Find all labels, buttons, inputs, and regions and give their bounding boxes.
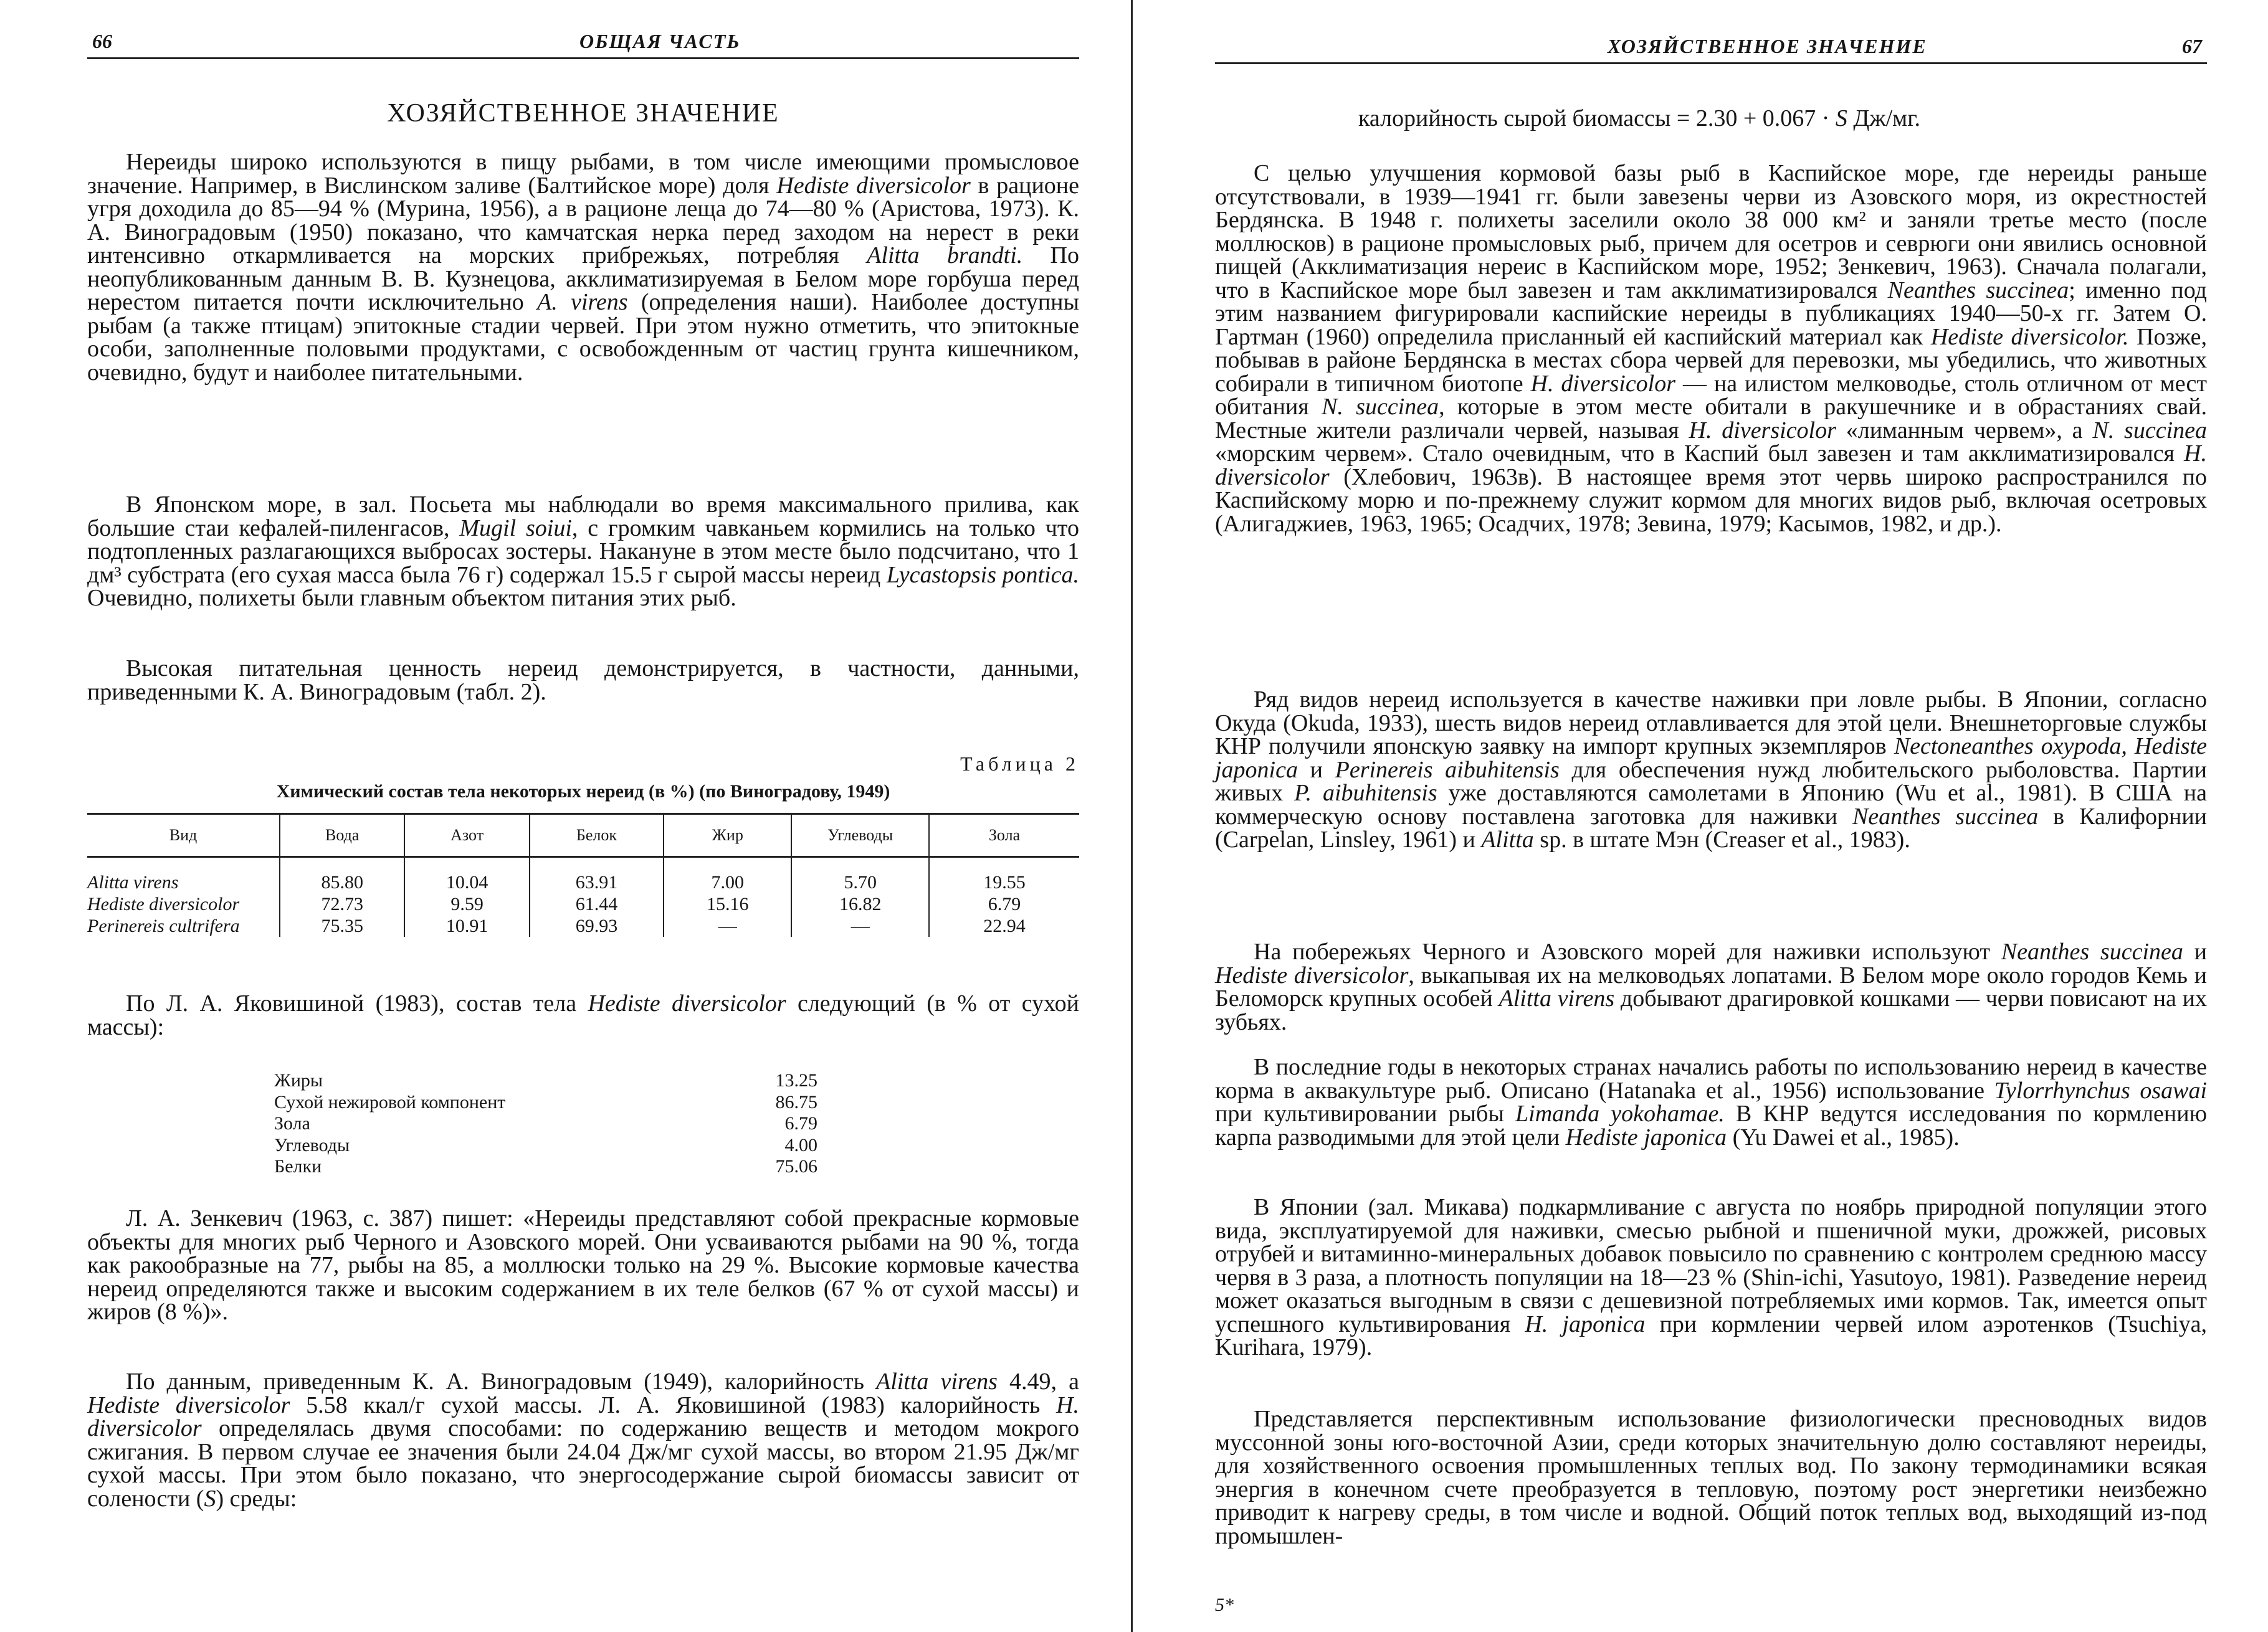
col-header-carbs: Углеводы [791,814,929,857]
table-cell: 85.80 [280,857,404,894]
table-row [87,857,1079,894]
book-spine [1131,0,1133,1632]
col-header-ash: Зола [929,814,1079,857]
col-header-protein: Белок [530,814,664,857]
right-page [1140,0,2268,1632]
species-name: H. diversicolor [1215,440,2207,490]
table-cell: 75.35 [280,915,404,937]
species-name: Hediste diversicolor. [1930,323,2129,350]
right-paragraph-3: На побережьях Черного и Азовского морей для наживки используют Neanthes succinea и Hediste diversicolor, выкапывая их на мелководьях лопатами. В Белом море около городов Кемь и Беломорск крупных особей Alitta virens добывают драгировкой кошками — черви повисают на их зубьях. [1215,939,2208,1035]
chemical-composition-table [87,813,1079,937]
species-name: Tylorrhynchus osawai [1994,1077,2208,1104]
caloric-formula: калорийность сырой биомассы = 2.30 + 0.067 · S Дж/мг. [1358,105,1921,131]
species-name: Hediste diversicolor [87,1392,290,1418]
table-cell: 69.93 [530,915,664,937]
table-cell: 7.00 [664,857,791,894]
species-name: Alitta brandti. [867,242,1023,268]
left-paragraph-5: Л. А. Зенкевич (1963, с. 387) пишет: «Нереиды представляют собой прекрасные кормовые объекты для многих рыб Черного и Азовского морей. Они усваиваются рыбами на 90 %, тогда как ракообразные на 77, рыбы на 85, а моллюски только на 29 %. Высокие кормовые качества нереид определяются также и высоким содержанием в их теле белков (67 % от сухой массы) и жиров (8 %)». [87,1205,1079,1325]
species-name: Mugil soiui [459,515,572,541]
species-name: Limanda yokohamae. [1515,1101,1725,1127]
species-name: Alitta virens [1498,985,1615,1012]
list-item: Сухой нежировой компонент 86.75 [274,1091,817,1113]
table-cell: 72.73 [280,893,404,915]
right-paragraph-4: В последние годы в некоторых странах начались работы по использованию нереид в качестве корма в аквакультуре рыб. Описано (Hatanaka et al., 1956) использование Tylorrhynchus osawai при культивировании рыбы Limanda yokohamae. В КНР ведутся исследования по кормлению карпа разводимыми для этой цели Hediste japonica (Yu Dawei et al., 1985). [1215,1054,2208,1150]
right-paragraph-2: Ряд видов нереид используется в качестве наживки при ловле рыбы. В Японии, согласно Окуда (Okuda, 1933), шесть видов нереид отлавливается для этой цели. Внешнеторговые службы КНР получили японскую заявку на импорт крупных экземпляров Nectoneanthes oxypoda, Hediste japonica и Perinereis aibuhitensis для обеспечения нужд любительского рыболовства. Партии живых P. aibuhitensis уже доставляются самолетами в Японию (Wu et al., 1981). В США на коммерческую основу поставлена заготовка для наживки Neanthes succinea в Калифорнии (Carpelan, Linsley, 1961) и Alitta sp. в штате Мэн (Creaser et al., 1983). [1215,686,2207,853]
page-number-right: 67 [2182,35,2202,57]
table-label: Таблица 2 [960,752,1079,775]
table-cell: 6.79 [929,893,1079,915]
table-cell: 15.16 [664,893,791,915]
table-cell: 61.44 [530,893,664,915]
left-paragraph-3: Высокая питательная ценность нереид демонстрируется, в частности, данными, приведенными К. А. Виноградовым (табл. 2). [87,655,1079,705]
species-name: Alitta virens [875,1369,998,1395]
table-cell: 10.04 [404,857,529,894]
species-name: Neanthes succinea [2001,939,2183,965]
signature-mark: 5* [1215,1595,1234,1615]
table-cell: — [664,915,791,937]
species-name: P. aibuhitensis [1294,780,1437,806]
running-head-right [1215,35,2207,64]
list-item: Зола 6.79 [274,1113,817,1134]
species-name: Hediste diversicolor [1215,962,1409,989]
left-paragraph-2: В Японском море, в зал. Посьета мы наблюдали во время максимального прилива, как большие стаи кефалей-пиленгасов, Mugil soiui, с громким чавканьем кормились на только что подтопленных разлагающихся выбросах зостеры. Накануне в этом месте было подсчитано, что 1 дм³ субстрата (его сухая масса была 76 г) содержал 15.5 г сырой массы нереид Lycastopsis pontica. Очевидно, полихеты были главным объектом питания этих рыб. [87,491,1079,611]
species-name: Neanthes succinea [1887,277,2069,303]
col-header-species: Вид [87,814,280,857]
composition-list [274,1070,817,1178]
species-name: N. succinea [2092,417,2207,444]
species-name: Perinereis aibuhitensis [1335,756,1560,783]
table-cell: 10.91 [404,915,529,937]
species-cell: Perinereis cultrifera [87,916,240,936]
table-header-row [87,814,1079,857]
species-name: Lycastopsis pontica. [886,561,1079,588]
section-title: ХОЗЯЙСТВЕННОЕ ЗНАЧЕНИЕ [387,99,779,128]
salinity-symbol: S [204,1485,216,1512]
table-row [87,893,1079,915]
list-item: Белки 75.06 [274,1156,817,1177]
species-name: Hediste diversicolor [776,172,971,199]
species-name: H. japonica [1525,1311,1646,1337]
list-item: Жиры 13.25 [274,1070,817,1091]
species-name: Alitta [1481,827,1534,853]
col-header-fat: Жир [664,814,791,857]
table-caption: Химический состав тела некоторых нереид (в %) (по Виноградову, 1949) [276,781,890,802]
table-row [87,915,1079,937]
left-paragraph-4: По Л. А. Яковишиной (1983), состав тела Hediste diversicolor следующий (в % от сухой массы): [87,990,1080,1040]
species-cell: Hediste diversicolor [87,894,240,914]
col-header-nitrogen: Азот [404,814,529,857]
right-paragraph-5: В Японии (зал. Микава) подкармливание с августа по ноябрь природной популяции этого вида, эксплуатируемой для наживки, смесью рыбной и пшеничной муки, дрожжей, рисовых отрубей и витаминно-минеральных добавок повысило по сравнению с контролем среднюю массу червя в 3 раза, а плотность популяции на 18—23 % (Shin-ichi, Yasutoyo, 1981). Разведение нереид может оказаться выгодным в связи с дешевизной потребляемых ими кормов. Так, имеется опыт успешного культивирования H. japonica при кормлении червей илом аэротенков (Tsuchiya, Kurihara, 1979). [1215,1194,2207,1360]
species-name: Neanthes succinea [1852,803,2039,830]
table-cell: 5.70 [791,857,929,894]
list-item: Углеводы 4.00 [274,1134,817,1155]
table-cell: — [791,915,929,937]
species-name: H. diversicolor [1689,417,1836,444]
table-cell: 22.94 [929,915,1079,937]
col-header-water: Вода [280,814,404,857]
table-cell: 63.91 [530,857,664,894]
species-name: A. virens [537,289,628,315]
left-paragraph-1: Нереиды широко используются в пищу рыбами, в том числе имеющими промысловое значение. Например, в Вислинском заливе (Балтийское море) доля Hediste diversicolor в рационе угря доходила до 85—94 % (Мурина, 1956), а в рационе леща до 74—80 % (Аристова, 1973). К. А. Виноградовым (1950) показано, что камчатская нерка перед заходом на нерест в реки интенсивно откармливается на морских прибрежьях, потребляя Alitta brandti. По неопубликованным данным В. В. Кузнецова, акклиматизируемая в Белом море горбуша перед нерестом питается почти исключительно A. virens (определения наши). Наиболее доступны рыбам (а также птицам) эпитокные стадии червей. При этом нужно отметить, что эпитокные особи, заполненные половыми продуктами, с освобожденным от частиц грунта кишечником, очевидно, будут и наиболее питательными. [87,149,1080,386]
page-number-left: 66 [92,30,112,52]
table-cell: 16.82 [791,893,929,915]
running-head-left [87,30,1079,59]
species-name: Hediste diversicolor [588,990,786,1017]
running-title-right: ХОЗЯЙСТВЕННОЕ ЗНАЧЕНИЕ [1608,35,1927,57]
species-name: H. diversicolor [87,1392,1079,1441]
species-name: H. diversicolor [1530,370,1676,397]
species-name: Nectoneanthes oxypoda, Hediste japonica [1215,733,2207,783]
left-paragraph-6: По данным, приведенным К. А. Виноградовым (1949), калорийность Alitta virens 4.49, а Hediste diversicolor 5.58 ккал/г сухой массы. Л. А. Яковишиной (1983) калорийность H. diversicolor определялась двумя способами: по содержанию веществ и методом мокрого сжигания. В первом случае ее значения были 24.04 Дж/мг сухой массы, во втором 21.95 Дж/мг сухой массы. При этом было показано, что энергосодержание сырой биомассы зависит от солености (S) среды: [87,1369,1079,1512]
running-title-left: ОБЩАЯ ЧАСТЬ [579,30,741,52]
species-name: N. succinea [1322,394,1439,420]
table-cell: 9.59 [404,893,529,915]
right-paragraph-1: С целью улучшения кормовой базы рыб в Каспийское море, где нереиды раньше отсутствовали, в 1939—1941 гг. были завезены черви из Азовского моря, из окрестностей Бердянска. В 1948 г. полихеты заселили около 38 000 км² и заняли третье место (после моллюсков) в рационе промысловых рыб, причем для осетров и севрюги они явились основной пищей (Акклиматизация нереис в Каспийском море, 1952; Зенкевич, 1963). Сначала полагали, что в Каспийское море был завезен и там акклиматизировался Neanthes succinea; именно под этим названием фигурировали каспийские нереиды в публикациях 1940—50-х гг. Затем О. Гартман (1960) определила присланный ей каспийский материал как Hediste diversicolor. Позже, побывав в районе Бердянска в местах сбора червей для перевозки, мы убедились, что животных собирали в типичном биотопе H. diversicolor — на илистом мелководье, столь отличном от мест обитания N. succinea, которые в этом месте обитали в ракушечнике и в обрастаниях свай. Местные жители различали червей, называя H. diversicolor «лиманным червем», а N. succinea «морским червем». Стало очевидным, что в Каспий был завезен и там акклиматизировался H. diversicolor (Хлебович, 1963в). В настоящее время этот червь широко распространился по Каспийскому морю и по-прежнему служит кормом для многих видов рыб, включая осетровых (Алигаджиев, 1963, 1965; Осадчих, 1978; Зевина, 1979; Касымов, 1982, и др.). [1215,160,2207,537]
right-paragraph-6: Представляется перспективным использование физиологически пресноводных видов муссонной зоны юго-восточной Азии, среди которых значительную долю составляют нереиды, для хозяйственного освоения промышленных теплых вод. По закону термодинамики всякая энергия в конечном счете преобразуется в тепловую, поэтому рост энергетики неизбежно приводит к нагреву среды, в том числе и водной. Общий поток теплых вод, выходящий из-под промышлен- [1215,1406,2207,1549]
species-cell: Alitta virens [87,872,179,893]
species-name: Hediste japonica [1565,1124,1727,1150]
table-cell: 19.55 [929,857,1079,894]
left-page [0,0,1128,1632]
